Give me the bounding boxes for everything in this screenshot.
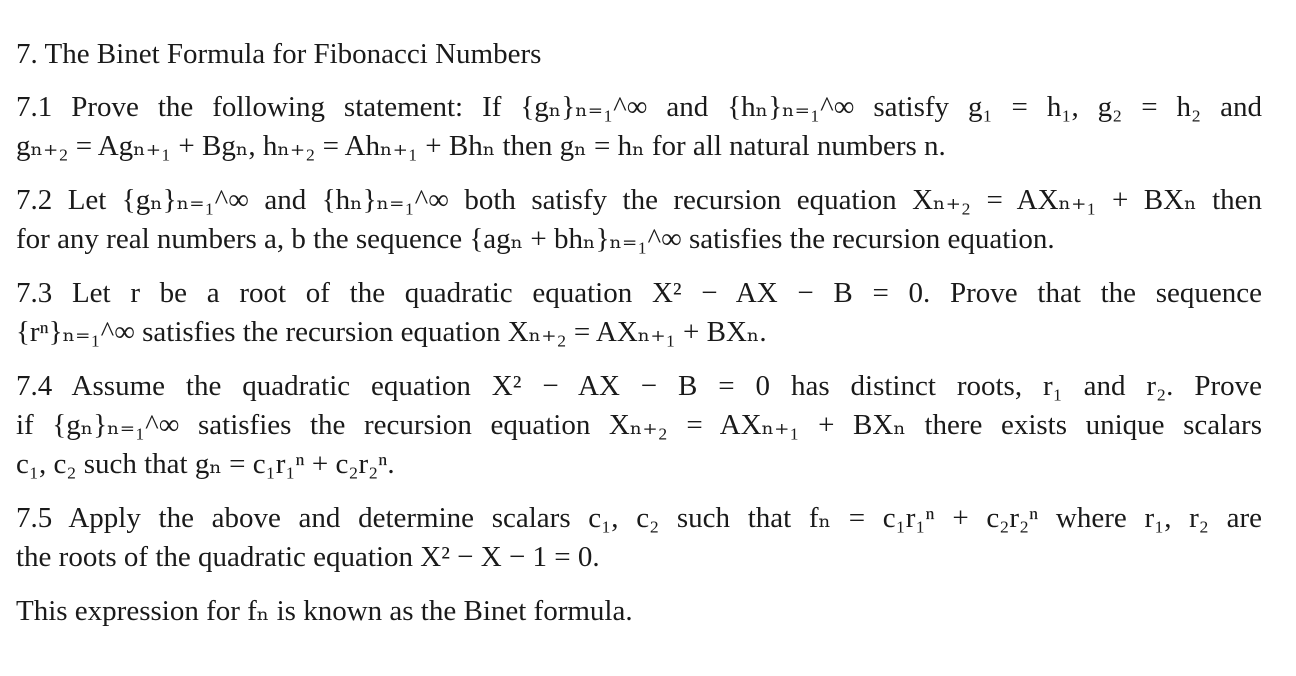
section-heading: 7. The Binet Formula for Fibonacci Numbers	[16, 38, 542, 70]
problem-7-1-line-1: 7.1 Prove the following statement: If {gₙ}ₙ₌₁^∞ and {hₙ}ₙ₌₁^∞ satisfy g₁ = h₁, g₂ = h₂ and	[16, 91, 1262, 123]
problem-7-1	[16, 88, 1262, 166]
problem-7-5	[16, 499, 1262, 577]
problem-7-4-line-1: 7.4 Assume the quadratic equation X² − AX − B = 0 has distinct roots, r₁ and r₂. Prove	[16, 370, 1262, 402]
problem-7-3-line-1: 7.3 Let r be a root of the quadratic equation X² − AX − B = 0. Prove that the sequence	[16, 277, 1262, 309]
problem-7-5-line-2: the roots of the quadratic equation X² − X − 1 = 0.	[16, 541, 600, 573]
problem-7-5-line-1: 7.5 Apply the above and determine scalars c₁, c₂ such that fₙ = c₁r₁ⁿ + c₂r₂ⁿ where r₁, r₂ are	[16, 502, 1262, 534]
problem-7-4	[16, 367, 1262, 484]
problem-7-1-line-2: gₙ₊₂ = Agₙ₊₁ + Bgₙ, hₙ₊₂ = Ahₙ₊₁ + Bhₙ then gₙ = hₙ for all natural numbers n.	[16, 130, 946, 162]
problem-7-2	[16, 181, 1262, 259]
closing-remark: This expression for fₙ is known as the Binet formula.	[16, 595, 633, 627]
document-page	[16, 36, 1262, 646]
problem-7-4-line-2: if {gₙ}ₙ₌₁^∞ satisfies the recursion equation Xₙ₊₂ = AXₙ₊₁ + BXₙ there exists unique scalars	[16, 409, 1262, 441]
problem-7-2-line-2: for any real numbers a, b the sequence {agₙ + bhₙ}ₙ₌₁^∞ satisfies the recursion equation.	[16, 223, 1055, 255]
problem-7-2-line-1: 7.2 Let {gₙ}ₙ₌₁^∞ and {hₙ}ₙ₌₁^∞ both satisfy the recursion equation Xₙ₊₂ = AXₙ₊₁ + BXₙ then	[16, 184, 1262, 216]
problem-7-3-line-2: {rⁿ}ₙ₌₁^∞ satisfies the recursion equation Xₙ₊₂ = AXₙ₊₁ + BXₙ.	[16, 316, 767, 348]
problem-7-4-line-3: c₁, c₂ such that gₙ = c₁r₁ⁿ + c₂r₂ⁿ.	[16, 448, 395, 480]
problem-7-3	[16, 274, 1262, 352]
